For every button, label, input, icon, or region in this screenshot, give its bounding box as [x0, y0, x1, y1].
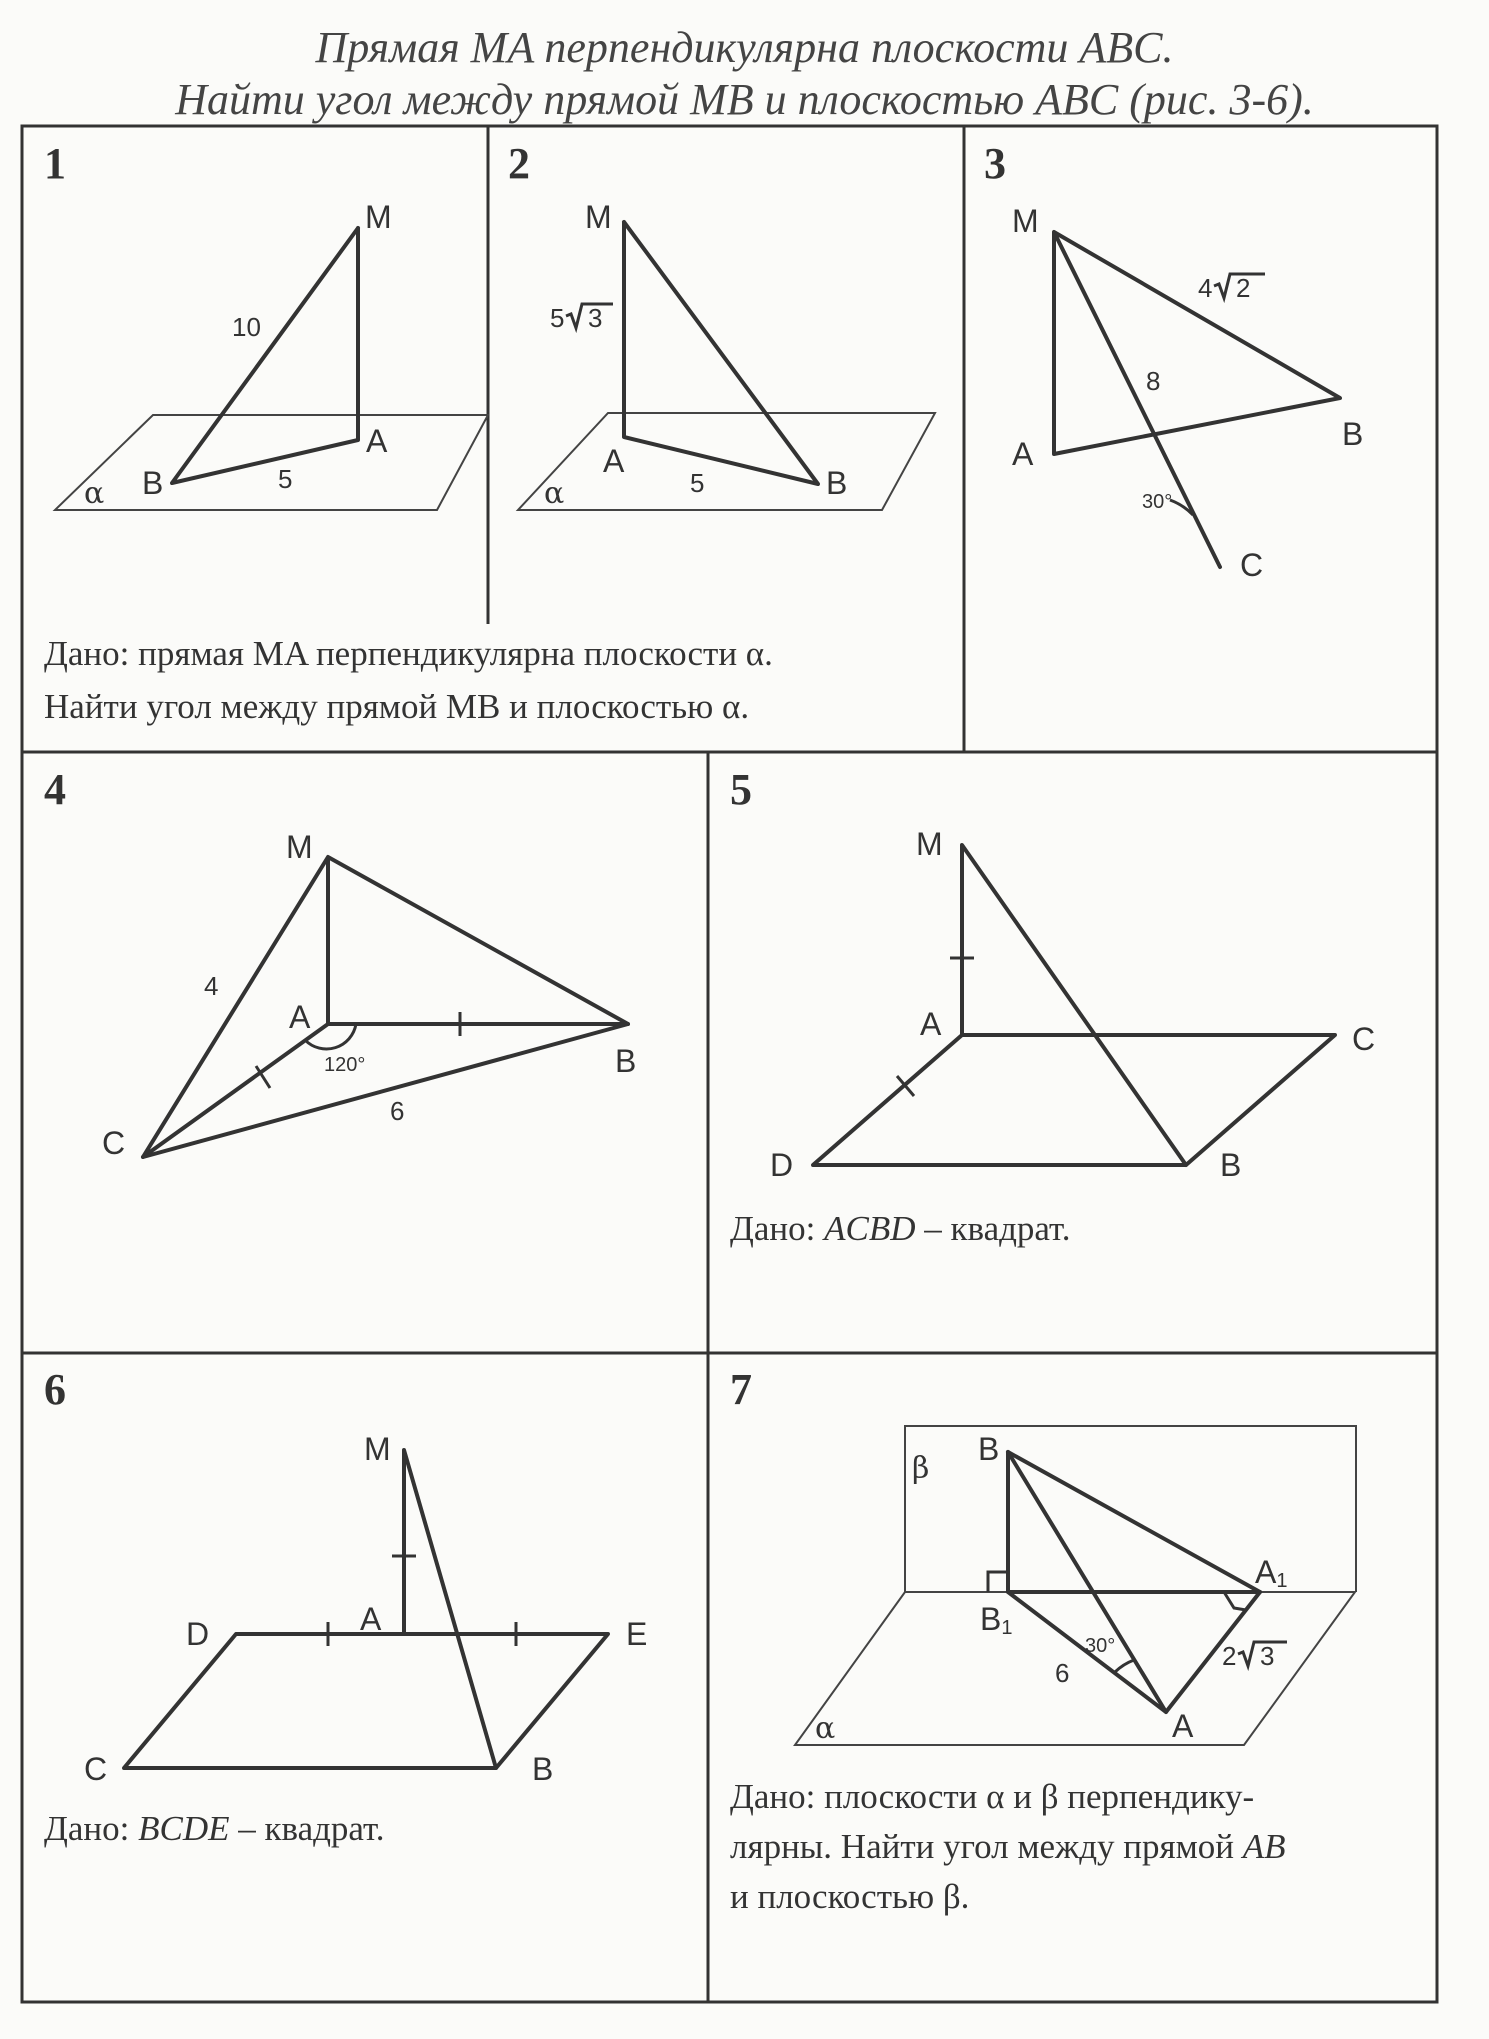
problem-7-edge-BA — [1008, 1452, 1166, 1712]
problem-1-triangle — [172, 228, 358, 483]
problem-7-alpha: α — [815, 1711, 836, 1746]
problem-4-label-C: C — [102, 1125, 126, 1161]
problem-7-label-A1: A1 — [1255, 1554, 1288, 1592]
grid-borders — [22, 126, 1437, 2002]
problem-1-number: 1 — [44, 139, 66, 188]
problem-1-plane — [55, 415, 488, 510]
problem-3-lines — [1054, 232, 1340, 567]
problem-7-label-A: A — [1172, 1708, 1194, 1744]
header-line-1: Прямая MA перпендикулярна плоскости ABC. — [315, 23, 1174, 72]
problem-3 — [984, 139, 1363, 583]
problem-5-number: 5 — [730, 765, 752, 814]
problem-7-label-B: B — [978, 1431, 1000, 1467]
problem-1-length-AB: 5 — [278, 464, 293, 494]
problem-2-MA-coef: 5 — [550, 303, 565, 333]
problem-6-given: Дано: BCDE – квадрат. — [44, 1809, 385, 1848]
problem-4-label-B: B — [615, 1043, 637, 1079]
problem-6-label-A: A — [360, 1601, 382, 1637]
problem-2 — [508, 139, 935, 511]
problem-1 — [44, 139, 488, 511]
problem-3-label-A: A — [1012, 436, 1034, 472]
problem-1-label-M: M — [365, 199, 392, 235]
problem-1-label-B: B — [142, 465, 164, 501]
problem-7-angle-30: 30° — [1085, 1635, 1116, 1657]
problem-7-AA1-coef: 2 — [1222, 1641, 1237, 1671]
problem-7-base-lines — [1008, 1452, 1260, 1712]
problem-1-label-A: A — [366, 423, 388, 459]
problem-7-edge-BA1 — [1008, 1452, 1260, 1592]
problem-4-length-MC: 4 — [204, 971, 219, 1001]
problem-1-plane-alpha: α — [84, 476, 105, 511]
problem-5 — [730, 765, 1375, 1248]
problem-4-edges-a — [143, 857, 628, 1157]
problem-7-number: 7 — [730, 1365, 752, 1414]
problem-7-label-B1: B1 — [980, 1601, 1013, 1639]
problem-3-length-MC: 8 — [1146, 366, 1161, 396]
outer-border — [22, 126, 1437, 2002]
problem-6-square — [124, 1634, 608, 1768]
problem-7-right-angle-A1 — [1224, 1592, 1246, 1610]
problem-3-label-B: B — [1342, 416, 1364, 452]
problem-4-edge-CB — [143, 1024, 628, 1157]
problem-3-angle-30: 30° — [1142, 491, 1173, 513]
problem-4-label-A: A — [289, 999, 311, 1035]
problem-7-AA1-radicand: 3 — [1260, 1641, 1275, 1671]
problem-2-triangle — [624, 222, 818, 484]
problem-2-length-AB: 5 — [690, 468, 705, 498]
problem-7-beta: β — [912, 1451, 930, 1486]
problem-6-label-D: D — [186, 1616, 210, 1652]
problem-3-label-C: C — [1240, 547, 1264, 583]
problem-7-angle-arc — [1115, 1660, 1134, 1672]
problem-4-number: 4 — [44, 765, 66, 814]
problem-4 — [44, 765, 636, 1161]
given-1-2-line-2: Найти угол между прямой MB и плоскостью α. — [44, 687, 750, 726]
problem-2-label-A: A — [603, 443, 625, 479]
problem-5-square — [813, 1035, 1335, 1165]
problem-2-plane-alpha: α — [544, 476, 565, 511]
problem-3-MB-radicand: 2 — [1236, 273, 1251, 303]
problem-2-label-M: M — [585, 199, 612, 235]
problem-5-label-A: A — [920, 1006, 942, 1042]
problem-7-given-line-2: лярны. Найти угол между прямой AB — [730, 1827, 1286, 1866]
problem-6 — [44, 1365, 647, 1848]
given-1-2-line-1: Дано: прямая MA перпендикулярна плоскости α. — [44, 634, 773, 673]
problem-6-number: 6 — [44, 1365, 66, 1414]
problem-7-plane-beta — [905, 1426, 1356, 1592]
problem-5-label-B: B — [1220, 1147, 1242, 1183]
problem-5-MA-MB — [962, 845, 1186, 1165]
problem-5-label-C: C — [1352, 1021, 1376, 1057]
problem-2-number: 2 — [508, 139, 530, 188]
problem-4-length-CB: 6 — [390, 1096, 405, 1126]
problem-5-label-M: M — [916, 826, 943, 862]
problem-3-number: 3 — [984, 139, 1006, 188]
problem-1-length-MB: 10 — [232, 312, 261, 342]
problem-2-label-B: B — [826, 465, 848, 501]
problem-5-given: Дано: ACBD – квадрат. — [730, 1209, 1071, 1248]
problem-2-MA-radicand: 3 — [588, 303, 603, 333]
problem-7-given-line-3: и плоскостью β. — [730, 1877, 970, 1916]
problem-6-MA-MB — [404, 1450, 496, 1768]
problem-7 — [730, 1365, 1356, 1916]
problem-3-MB-coef: 4 — [1198, 273, 1213, 303]
problem-7-given-line-1: Дано: плоскости α и β перпендику- — [730, 1777, 1255, 1816]
problem-6-label-M: M — [364, 1431, 391, 1467]
problem-6-label-E: E — [626, 1616, 648, 1652]
problem-4-label-M: M — [286, 829, 313, 865]
problem-7-length-B1A: 6 — [1055, 1658, 1070, 1688]
problem-6-label-C: C — [84, 1751, 108, 1787]
problem-5-label-D: D — [770, 1147, 794, 1183]
problem-3-label-M: M — [1012, 203, 1039, 239]
problem-4-angle-120: 120° — [324, 1054, 366, 1076]
problem-7-right-angle-B1 — [988, 1572, 1008, 1592]
header-line-2: Найти угол между прямой MB и плоскостью ABC (рис. 3-6). — [175, 75, 1314, 124]
problem-6-label-B: B — [532, 1751, 554, 1787]
